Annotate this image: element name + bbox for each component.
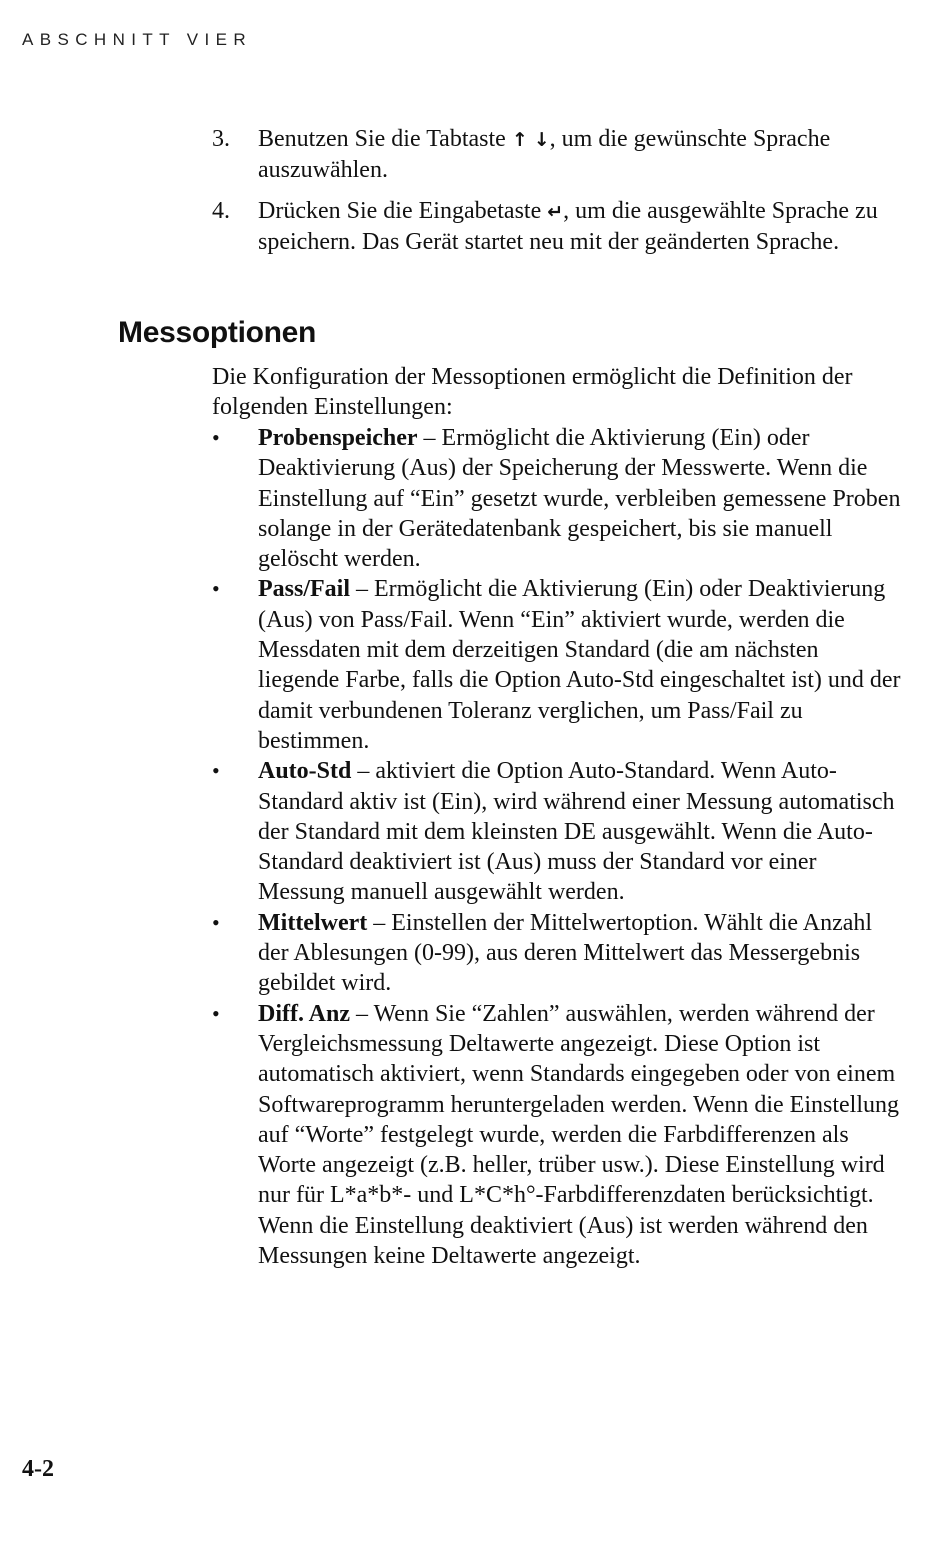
step-number: 3.: [212, 126, 230, 152]
bullet-marker: •: [212, 576, 220, 602]
section-intro: Die Konfiguration der Messoptionen ermöglicht die Definition der folgenden Einstellungen:: [212, 364, 853, 421]
section-heading: Messoptionen: [118, 316, 317, 349]
step-3: [212, 124, 892, 186]
option-description: – Ermöglicht die Aktivierung (Ein) oder Deaktivierung (Aus) der Speicherung der Messwerte. Wenn die Einstellung auf “Ein” gesetzt wurde, verbleiben gemessene Proben solange in der Gerätedatenbank gespeichert, bis sie manuell gelöscht werden.: [258, 425, 901, 573]
step-text-end: , um die ausgewählte Sprache zu speichern. Das Gerät startet neu mit der geänderten Sprache.: [258, 197, 878, 255]
numbered-steps: [212, 124, 892, 267]
arrow-down-icon: ↓: [533, 129, 550, 151]
arrow-up-icon: ↑: [511, 129, 528, 151]
bullet-marker: •: [212, 1000, 220, 1026]
option-term: Diff. Anz: [258, 1000, 350, 1027]
list-item-probenspeicher: [212, 423, 902, 574]
option-term: Mittelwert: [258, 909, 368, 936]
step-text-start: Drücken Sie die Eingabetaste: [258, 197, 548, 224]
option-description: – Wenn Sie “Zahlen” auswählen, werden während der Vergleichsmessung Deltawerte angezeigt. Diese Option ist automatisch aktiviert, wenn Standards eingegeben oder von einem Softwareprogramm heruntergeladen werden. Wenn die Einstellung auf “Worte” festgelegt wurde, werden die Farbdifferenzen als Worte angezeigt (z.B. heller, trüber usw.). Diese Einstellung wird nur für L*a*b*- und L*C*h°-Farbdifferenzdaten berücksichtigt. Wenn die Einstellung deaktiviert (Aus) ist werden während den Messungen keine Deltawerte angezeigt.: [258, 1000, 899, 1270]
option-description: – Einstellen der Mittelwertoption. Wählt die Anzahl der Ablesungen (0-99), aus deren Mittelwert das Messergebnis gebildet wird.: [258, 909, 873, 997]
option-term: Pass/Fail: [258, 576, 351, 603]
list-item-diff-anz: [212, 999, 902, 1272]
bullet-marker: •: [212, 425, 220, 450]
step-text-start: Benutzen Sie die Tabtaste: [258, 126, 512, 152]
list-item-auto-std: [212, 756, 902, 907]
list-item-pass-fail: [212, 574, 902, 756]
option-description: – Ermöglicht die Aktivierung (Ein) oder Deaktivierung (Aus) von Pass/Fail. Wenn “Ein” aktiviert wurde, werden die Messdaten mit dem derzeitigen Standard (die am nächsten liegende Farbe, falls die Option Auto-Std eingeschaltet ist) und der damit verbundenen Toleranz verglichen, um Pass/Fail zu bestimmen.: [258, 576, 901, 754]
bullet-marker: •: [212, 758, 220, 784]
step-text-end: , um die gewünschte Sprache auszuwählen.: [258, 126, 831, 184]
bullet-marker: •: [212, 909, 220, 935]
step-number: 4.: [212, 197, 230, 224]
step-4: [212, 196, 892, 258]
option-description: – aktiviert die Option Auto-Standard. Wenn Auto-Standard aktiv ist (Ein), wird während einer Messung automatisch der Standard mit dem kleinsten DE ausgewählt. Wenn die Auto-Standard deaktiviert ist (Aus) muss der Standard vor einer Messung manuell ausgewählt werden.: [258, 758, 895, 906]
running-head: ABSCHNITT VIER: [22, 30, 253, 49]
enter-key-icon: ↵: [547, 200, 564, 223]
options-list: [212, 423, 902, 1271]
page-number: 4-2: [22, 1456, 54, 1482]
list-item-mittelwert: [212, 908, 902, 999]
option-term: Probenspeicher: [258, 425, 418, 451]
option-term: Auto-Std: [258, 758, 352, 785]
